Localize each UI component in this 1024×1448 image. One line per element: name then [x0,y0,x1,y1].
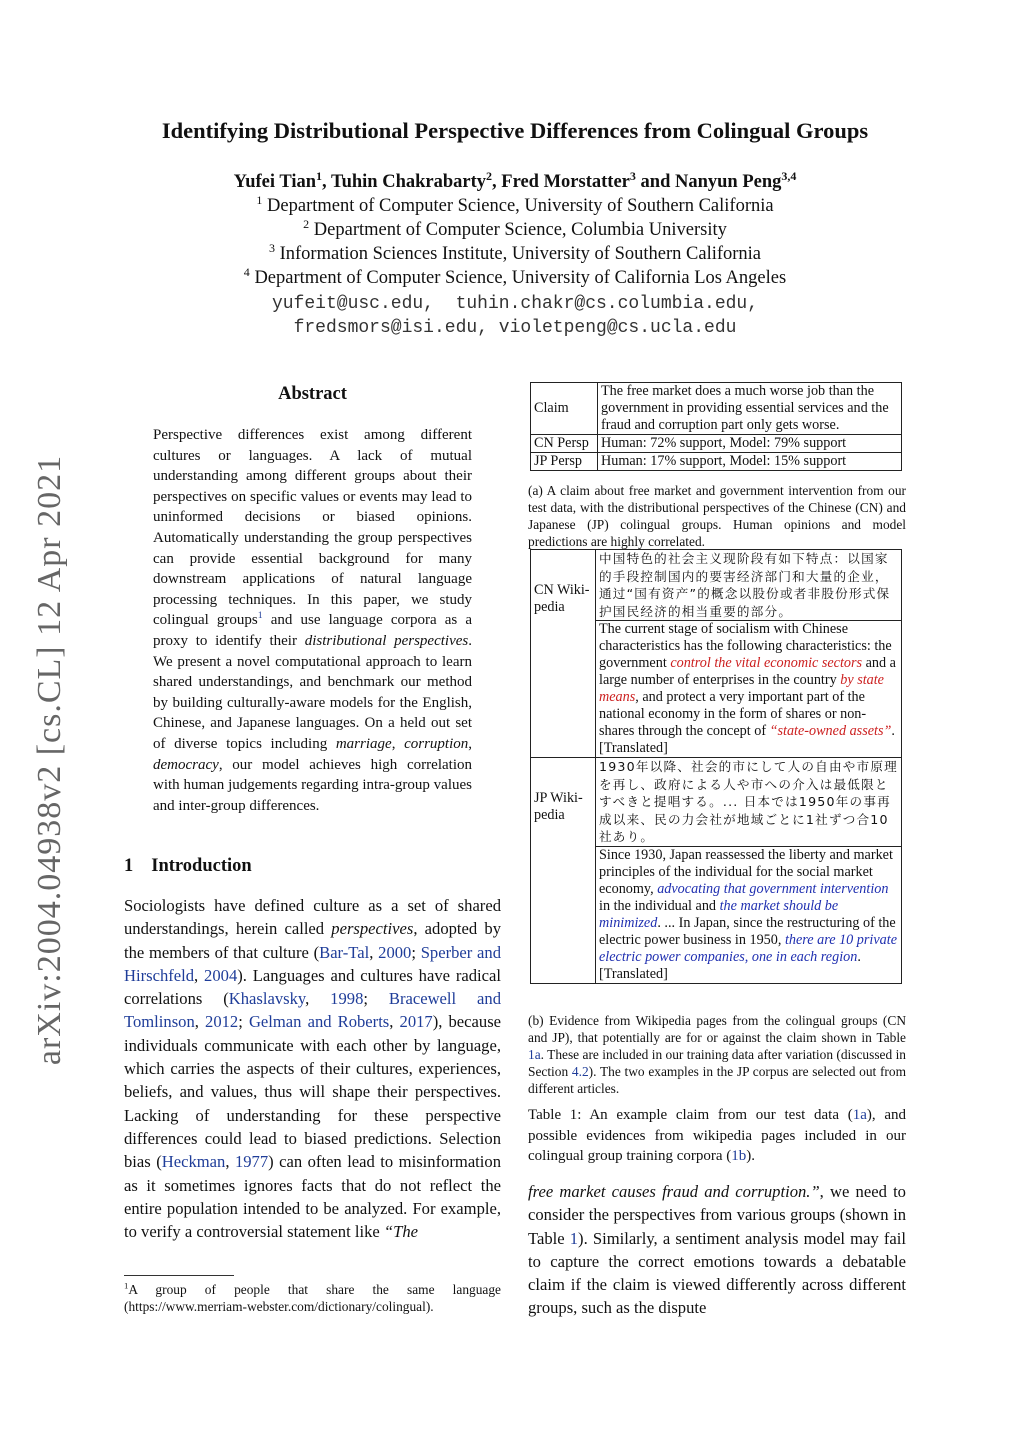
body-text: ). Similarly, a sentiment analysis model may fail to capture the correct emotions towards a debatable claim if the claim is viewed differently across different groups, such as the dispute [528,1228,906,1318]
body-text: ; [363,989,389,1009]
table-ref-link[interactable]: 1b [731,1148,747,1165]
footnote-number: 1 [124,1280,129,1291]
body-text: , [369,942,379,962]
abstract-emphasis: democracy [153,756,219,773]
author-separator: , [492,172,502,192]
author-name: Tuhin Chakrabarty [330,172,487,192]
citation-link[interactable]: Bracewell and Tomlinson [124,989,501,1032]
abstract-text: . We present a novel computational approach to learn shared understandings, and benchmark our method by building culturally-aware models for the English, Chinese, and Japanese languages. On a held out set of diverse topics including [153,632,472,752]
affiliation-text: Department of Computer Science, University of California Los Angeles [254,268,787,288]
jp-persp-value: Human: 17% support, Model: 15% support [598,453,902,471]
author-list [100,168,930,193]
footnote-rule [124,1275,234,1276]
caption-text: (b) Evidence from Wikipedia pages from the colingual groups (CN and JP), that potentially are for or against the claim shown in Table [528,1013,906,1045]
cn-wiki-translation [596,621,902,758]
affiliation-text: Department of Computer Science, University of Southern California [267,196,774,216]
highlight-against: control the vital economic sectors [670,655,863,671]
section-heading [124,856,252,877]
cn-persp-value: Human: 72% support, Model: 79% support [598,435,902,453]
cn-wiki-label: CN Wiki- pedia [531,550,596,758]
translation-text: and a large number of enterprises in the country [599,655,896,688]
author-separator: and [635,172,675,192]
affiliation [100,216,930,241]
evidence-table [530,549,902,984]
citation-link[interactable]: 1977 [234,1152,269,1172]
table-row [531,435,902,453]
translation-text: in the individual and [599,897,720,914]
email-line: yufeit@usc.edu, tuhin.chakr@cs.columbia.edu, [271,294,759,314]
body-text: , adopted by the members of that culture ( [124,919,501,962]
abstract-emphasis: corruption [404,735,469,752]
email-line: fredsmors@isi.edu, violetpeng@cs.ucla.edu [293,318,737,338]
citation-link[interactable]: Bar-Tal [319,942,370,962]
citation-link[interactable]: 2000 [378,942,412,962]
table-row [531,453,902,471]
claim-text: The free market does a much worse job than the government in providing essential services and the fraud and corruption part only gets worse. [598,383,902,435]
body-text: Sociologists have defined culture as a set of shared understandings, herein called [124,896,501,939]
highlight-against: “state-owned assets” [769,723,892,739]
abstract-emphasis: marriage [335,735,392,752]
body-text: ), because individuals communicate with each other by language, which carries the aspects of their cultures, experiences, beliefs, and values, thus will shape their perspectives. Lacking of understanding for these perspective differences could lead to biased predictions. Selection bias ( [124,1012,502,1172]
claim-label: Claim [531,383,598,435]
affiliation-number: 3 [268,240,275,255]
translation-text: . ... In Japan, since the restructuring of the electric power business in 1950, [599,914,896,948]
subtable-caption-b [528,1012,906,1097]
affiliation-number: 4 [243,264,250,279]
footnote-ref[interactable]: 1 [257,610,263,622]
footnote-text: A group of people that share the same language (https://www.merriam-webster.com/dictionary/colingual). [124,1282,501,1314]
section-number: 1 [124,856,134,876]
affiliation-text: Information Sciences Institute, University of Southern California [279,244,762,264]
affiliation [100,240,930,265]
author-separator: , [322,172,331,192]
body-text: ). Languages and cultures have radical correlations ( [124,965,501,1009]
abstract-text: and use language corpora as a proxy to identify their [153,612,472,649]
footnote [124,1281,501,1315]
abstract-text: Perspective differences exist among different cultures or languages. A lack of mutual understanding among different groups about their perspectives on specific values or events may lead to uninformed decisions or biased opinions. Automatically understanding the group perspectives can provide essential background for many downstream applications of natural language processing techniques. In this paper, we study colingual groups [153,427,472,629]
translation-text: Since 1930, Japan reassessed the liberty and market principles of the individual for the social market economy, [599,846,893,897]
caption-text: Table 1: An example claim from our test data ( [528,1107,853,1123]
translation-text: , and protect a very important part of the national economy in the form of shares or non-shares through the concept of [599,689,867,739]
translation-text: . [Translated] [599,723,895,756]
translation-text: The current stage of socialism with Chinese characteristics has the following characteristics: the government [599,621,892,671]
author-affil-mark: 3 [629,168,636,183]
section-ref-link[interactable]: 4.2 [571,1064,589,1079]
arxiv-stamp [20,454,80,1066]
jp-persp-label: JP Persp [531,453,598,471]
abstract-heading: Abstract [278,384,347,404]
affiliation-number: 1 [256,192,263,207]
table-ref-link[interactable]: 1 [569,1228,579,1248]
body-text: , [194,965,205,985]
affiliation [100,264,930,289]
citation-link[interactable]: Sperber and Hirschfeld [124,942,501,985]
cn-wiki-original: 中国特色的社会主义现阶段有如下特点：以国家的手段控制国内的要害经济部门和大量的企业，通过“国有资产”的概念以股份或者非股份形式保护国民经济的相当重要的部分。 [596,550,902,621]
table-ref-link[interactable]: 1a [852,1107,867,1123]
abstract-text: , [391,735,405,752]
abstract-text: , our model achieves high correlation with human judgements regarding intra-group values and inter-group differences. [153,756,472,814]
section-title: Introduction [151,856,252,876]
citation-link[interactable]: Heckman [161,1152,226,1172]
cn-persp-label: CN Persp [531,435,598,453]
caption-text: . These are included in our training data after variation (discussed in Section [528,1047,906,1079]
caption-text: ). [746,1148,756,1165]
intro-paragraph [124,894,501,1243]
table-row [531,550,902,621]
citation-link[interactable]: Khaslavsky [228,989,306,1009]
highlight-for: advocating that government intervention [657,880,889,897]
caption-text: ). The two examples in the JP corpus are selected out from different articles. [528,1064,906,1096]
subtable-caption-a: (a) A claim about free market and government intervention from our test data, with the distributional perspectives of the Chinese (CN) and Japanese (JP) colingual groups. Human opinions and model predictions are highly correlated. [528,483,906,549]
affiliation-number: 2 [303,216,310,231]
body-text: , [194,1012,206,1032]
highlight-for: there are 10 private electric power companies, one in each region [599,931,897,965]
affiliation-text: Department of Computer Science, Columbia University [313,220,727,240]
author-name: Yufei Tian [233,172,316,192]
author-affil-mark: 2 [486,168,493,183]
citation-link[interactable]: 2017 [399,1012,433,1032]
author-name: Fred Morstatter [501,172,630,192]
body-text: ; [238,1012,249,1032]
jp-wiki-translation [596,846,902,983]
body-emphasis: perspectives [331,919,414,939]
author-affil-mark: 1 [316,168,323,183]
jp-wiki-original: 1930年以降、社会的市にして人の自由や市原理を再し、政府による人や市への介入は最低限とすべきと提唱する。... 日本では1950年の事再成以来、民の力会社が地域ごとに1社ずつ合10社あり。 [596,758,902,847]
body-emphasis: free market causes fraud and corruption.” [528,1182,820,1201]
highlight-for: the market should be minimized [599,897,839,931]
body-text: , [305,989,331,1009]
body-text: , [225,1152,235,1172]
jp-wiki-label: JP Wiki- pedia [531,758,596,984]
body-emphasis: “The [383,1222,419,1242]
caption-text: ), and possible evidences from wikipedia pages included in our colingual group training corpora ( [528,1107,906,1165]
abstract-body [153,425,472,816]
paper-title: Identifying Distributional Perspective Differences from Colingual Groups [161,118,869,143]
table-row [531,383,902,435]
body-text: ; [411,942,421,962]
author-affil-mark: 3,4 [781,168,797,183]
citation-link[interactable]: Gelman and Roberts [248,1012,390,1032]
table1-caption [528,1105,906,1167]
body-text: ) can often lead to misinformation as it sometimes ignores facts that do not reflect the entire population intended to be analyzed. For example, to verify a controversial statement like [124,1152,501,1242]
translation-text: . [Translated] [599,948,861,982]
table-row [531,758,902,847]
affiliation [100,192,930,217]
body-text: , we need to consider the perspectives from various groups (shown in Table [528,1182,906,1248]
body-text: , [389,1012,400,1032]
highlight-against: by state means [599,672,884,705]
author-name: Nanyun Peng [674,172,782,192]
right-column-paragraph [528,1180,906,1320]
abstract-emphasis: distributional perspectives [304,632,469,649]
citation-link[interactable]: 1998 [330,989,364,1009]
citation-link[interactable]: 2004 [204,965,238,985]
abstract-text: , [468,735,472,752]
claim-table [530,382,902,471]
table-ref-link[interactable]: 1a [528,1047,541,1062]
arxiv-id: arXiv:2004.04938v2 [cs.CL] 12 Apr 2021 [31,454,68,1066]
citation-link[interactable]: 2012 [205,1012,239,1032]
